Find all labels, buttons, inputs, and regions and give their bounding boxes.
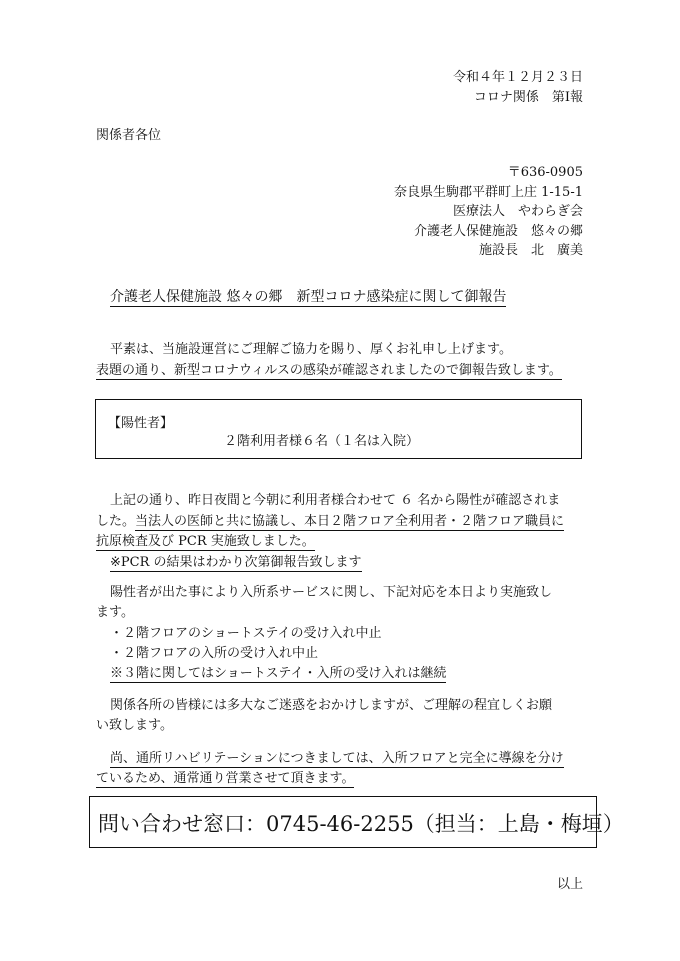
- measure-item-1: ・２階フロアのショートステイの受け入れ中止: [110, 626, 382, 641]
- postal-code: 〒636-0905: [507, 165, 583, 180]
- sender-address: 奈良県生駒郡平群町上庄 1-15-1: [393, 185, 583, 200]
- measure-item-3: [110, 662, 446, 681]
- para2-line-2: [96, 510, 564, 529]
- sender-corporation: 医療法人 やわらぎ会: [452, 204, 583, 219]
- para2-line-2a: した。: [96, 514, 136, 529]
- para4-line-1: 関係各所の皆様には多大なご迷惑をおかけしますが、ご理解の程宜しくお願: [110, 698, 553, 713]
- para5-line-1: [110, 747, 564, 766]
- document-title-text: 介護老人保健施設 悠々の郷 新型コロナ感染症に関して御報告: [110, 289, 507, 305]
- para2-line-3: [96, 530, 315, 549]
- para5-line-2-text: ているため、通常通り営業させて頂きます。: [96, 771, 355, 786]
- measure-item-2: ・２階フロアの入所の受け入れ中止: [110, 646, 319, 661]
- para4-line-2: い致します。: [96, 718, 173, 733]
- contact-box: [89, 796, 624, 848]
- pcr-note: ※PCR の結果はわかり次第御報告致します: [110, 555, 362, 570]
- closing-mark: 以上: [556, 877, 583, 892]
- measure-item-3-text: ※３階に関してはショートステイ・入所の受け入れは継続: [110, 666, 447, 681]
- para5-line-1b: 入所フロアと完全に導線を分け: [381, 751, 564, 766]
- para2-line-1: 上記の通り、昨日夜間と今朝に利用者様合わせて ６ 名から陽性が確認されま: [110, 493, 561, 508]
- report-date: 令和４年１２月２３日: [452, 70, 583, 85]
- positive-cases-box: [95, 399, 582, 459]
- para5-line-1a: 尚、通所リハビリテーションにつきましては、: [110, 751, 382, 766]
- positive-label: 【陽性者】: [108, 416, 174, 431]
- intro-line-2: [96, 359, 562, 378]
- addressee: 関係者各位: [96, 128, 162, 143]
- sender-director: 施設長 北 廣美: [478, 243, 583, 258]
- para3-line-2: ます。: [96, 605, 134, 620]
- para3-line-1: 陽性者が出た事により入所系サービスに関し、下記対応を本日より実施致し: [110, 585, 553, 600]
- contact-info: 問い合わせ窓口：0745-46-2255（担当：上島・梅垣）: [98, 812, 624, 836]
- para2-line-2b: 当法人の医師と共に協議し、本日２階フロア全利用者・２階フロア職員に: [135, 514, 565, 529]
- para2-line-4: [110, 551, 362, 570]
- intro-line-2-text: 表題の通り、新型コロナウィルスの感染が確認されましたので御報告致します。: [96, 363, 562, 378]
- document-title: [110, 286, 506, 306]
- sender-facility: 介護老人保健施設 悠々の郷: [413, 224, 583, 239]
- para5-line-2: [96, 767, 354, 786]
- positive-detail: ２階利用者様６名（１名は入院）: [224, 434, 420, 449]
- report-number: コロナ関係 第Ⅰ報: [473, 90, 583, 105]
- para2-line-3-text: 抗原検査及び PCR 実施致しました。: [96, 534, 315, 549]
- intro-line-1: 平素は、当施設運営にご理解ご協力を賜り、厚くお礼申し上げます。: [110, 342, 512, 357]
